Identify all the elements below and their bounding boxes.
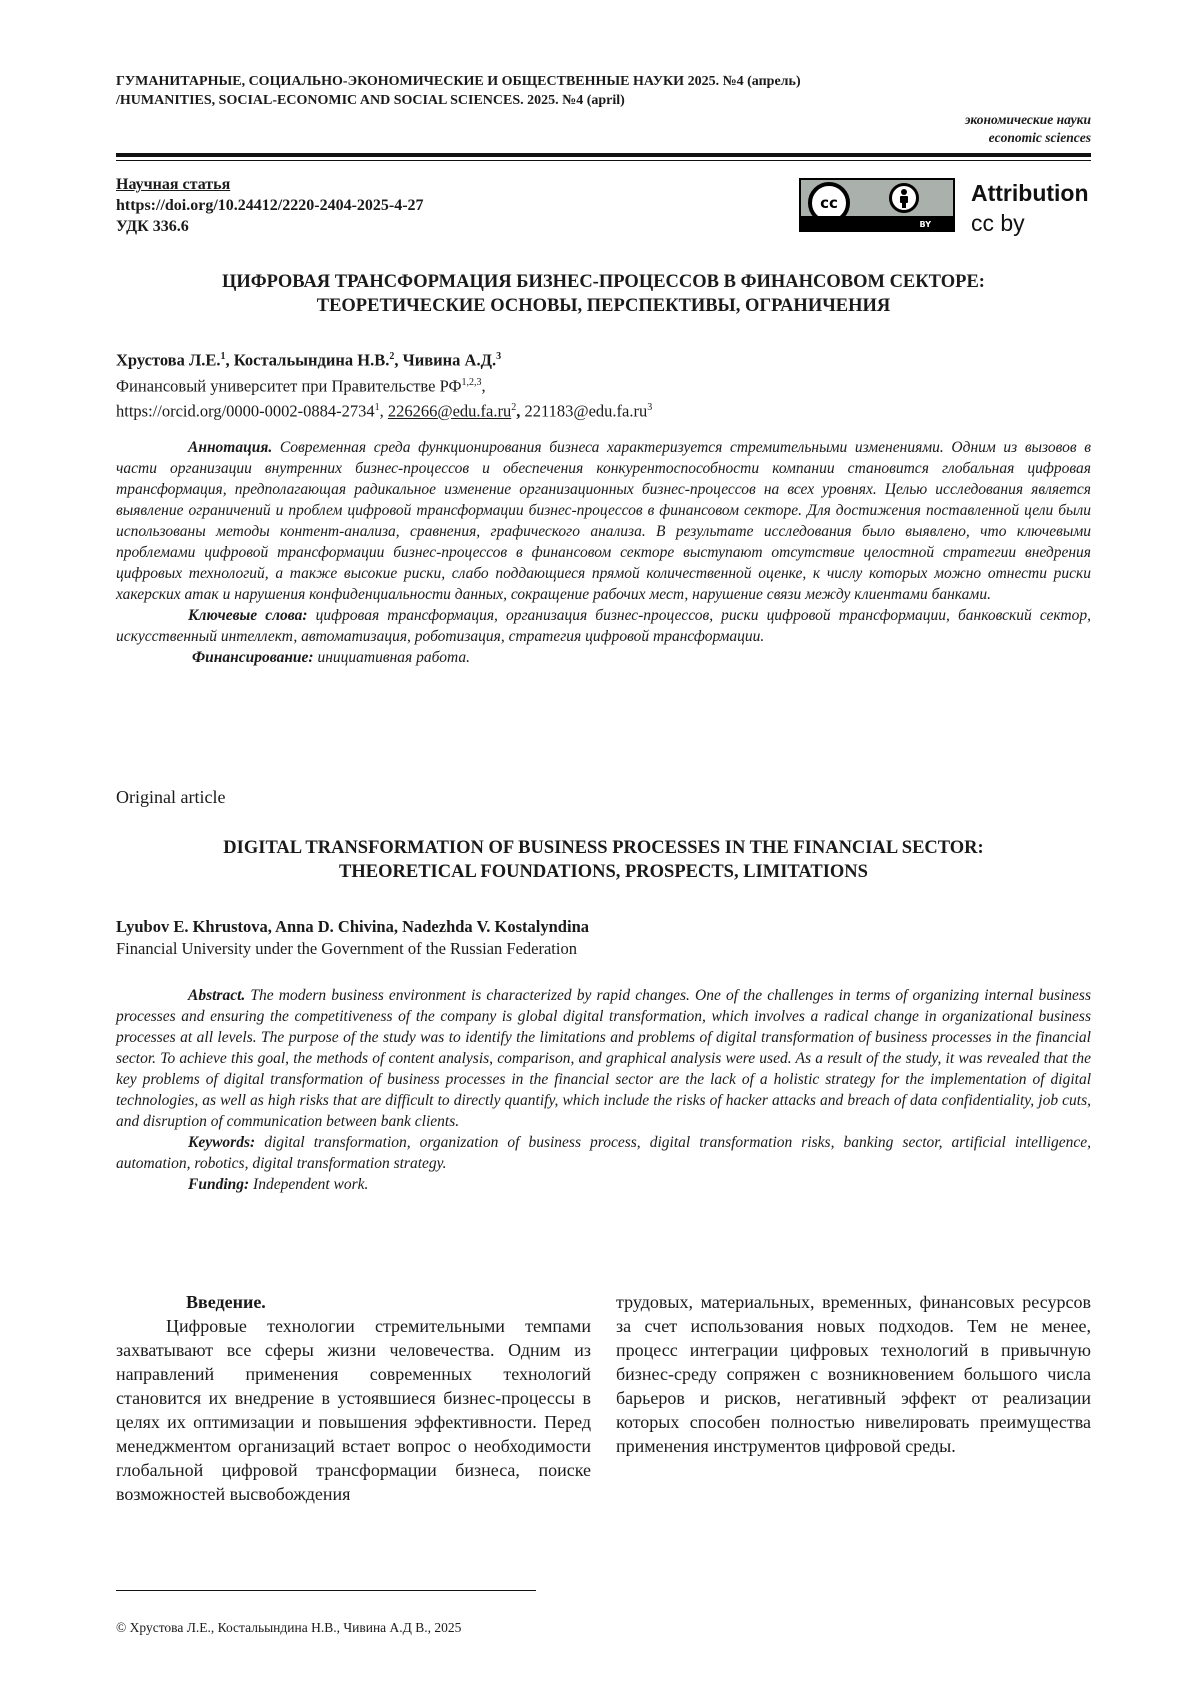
- section-en: economic sciences: [988, 130, 1091, 145]
- body-column-right: [616, 1290, 1091, 1458]
- funding-ru-label: Финансирование:: [192, 649, 314, 666]
- copyright: © Хрустова Л.Е., Костальындина Н.В., Чивина А.Д В., 2025: [116, 1620, 462, 1635]
- keywords-ru: [116, 605, 1091, 647]
- authors-ru-block: [116, 346, 652, 423]
- keywords-en-text: digital transformation, organization of business process, digital transformation risks, banking sector, artificial intelligence, automation, robotics, digital transformation strategy.: [116, 1134, 1091, 1172]
- doi-link[interactable]: https://doi.org/10.24412/2220-2404-2025-4-27: [116, 197, 424, 214]
- title-ru-line1: ЦИФРОВАЯ ТРАНСФОРМАЦИЯ БИЗНЕС-ПРОЦЕССОВ В ФИНАНСОВОМ СЕКТОРЕ:: [222, 272, 985, 292]
- person-icon: [892, 186, 916, 210]
- abstract-en-block: [116, 985, 1091, 1195]
- section-ru: экономические науки: [964, 112, 1091, 127]
- orcid-link[interactable]: https://orcid.org/0000-0002-0884-2734: [116, 401, 375, 421]
- abstract-ru-block: [116, 437, 1091, 668]
- keywords-ru-label: Ключевые слова:: [188, 607, 308, 624]
- affiliation-ru-text: Финансовый университет при Правительстве РФ: [116, 376, 462, 395]
- cc-by-label: cc by: [971, 210, 1025, 236]
- intro-paragraph-right: трудовых, материальных, временных, финансовых ресурсов за счет использования новых подходов. Тем не менее, процесс интеграции цифровых технологий в привычную бизнес-среду сопряжен с возникновением большого числа барьеров и рисков, негативный эффект от реализации которых способен полностью нивелировать преимущества применения инструментов цифровой среды.: [616, 1292, 1091, 1456]
- keywords-en: [116, 1132, 1091, 1174]
- title-en-line2: THEORETICAL FOUNDATIONS, PROSPECTS, LIMITATIONS: [339, 862, 868, 882]
- title-en-line1: DIGITAL TRANSFORMATION OF BUSINESS PROCESSES IN THE FINANCIAL SECTOR:: [223, 838, 984, 858]
- section-tag: [965, 111, 1091, 147]
- email-3-link[interactable]: 221183@edu.fa.ru: [524, 401, 648, 421]
- journal-title-ru: ГУМАНИТАРНЫЕ, СОЦИАЛЬНО-ЭКОНОМИЧЕСКИЕ И ОБЩЕСТВЕННЫЕ НАУКИ 2025. №4 (апрель): [116, 74, 801, 89]
- keywords-en-label: Keywords:: [188, 1134, 256, 1151]
- contacts-ru: https://orcid.org/0000-0002-0884-2734$^1$, $226266@edu.fa.ru^2$, $221183@edu.fa.ru^3$: [116, 401, 653, 421]
- funding-en-label: Funding:: [188, 1176, 250, 1193]
- attribution-label: Attribution: [971, 180, 1089, 206]
- funding-ru: [116, 647, 1091, 668]
- article-type: Научная статья: [116, 176, 231, 193]
- affiliation-en: Financial University under the Government of the Russian Federation: [116, 939, 577, 958]
- abstract-ru: [116, 437, 1091, 605]
- by-label: BY: [919, 220, 931, 229]
- cc-icon: cc: [808, 182, 850, 224]
- funding-en: [116, 1174, 1091, 1195]
- abstract-ru-label: Аннотация.: [188, 439, 273, 456]
- author-1: Хрустова Л.Е.: [116, 350, 221, 370]
- article-meta: [116, 174, 424, 237]
- authors-ru: Хрустова Л.Е.$^1$, Костальындина Н.В.$^2$, Чивина А.Д.$^3$: [116, 350, 502, 370]
- license-text: [971, 178, 1089, 238]
- author-2: Костальындина Н.В.: [233, 350, 390, 370]
- body-column-left: [116, 1290, 591, 1506]
- abstract-en-text: The modern business environment is characterized by rapid changes. One of the challenges in terms of organizing internal business processes and ensuring the competitiveness of the company is global digital transformation, which involves a radical change in organizational business processes at all levels. The purpose of the study was to identify the limitations and problems of digital transformation of business processes in the financial sector. To achieve this goal, the methods of content analysis, comparison, and graphical analysis were used. As a result of the study, it was revealed that the key problems of digital transformation of business processes in the financial sector are the lack of a holistic strategy for the implementation of digital technologies, as well as high risks that are difficult to directly quantify, which include the risks of hacker attacks and breach of data confidentiality, job cuts, and disruption of communication between bank clients.: [116, 987, 1092, 1130]
- header-rule-thin: [116, 160, 1091, 161]
- affiliation-ru: Финансовый университет при Правительстве РФ$^{1,2,3}$,: [116, 376, 486, 395]
- affiliation-sup: 1,2,3: [461, 376, 482, 388]
- article-title-en: [116, 836, 1091, 884]
- funding-ru-text: инициативная работа.: [317, 649, 470, 666]
- journal-header: [116, 72, 801, 110]
- funding-en-text: Independent work.: [253, 1176, 369, 1193]
- license-block[interactable]: [799, 178, 1089, 236]
- article-type-en: Original article: [116, 787, 226, 807]
- udk-code: УДК 336.6: [116, 218, 189, 235]
- header-rule-thick: [116, 153, 1091, 157]
- email-2-link[interactable]: 226266@edu.fa.ru: [387, 401, 512, 421]
- keywords-ru-text: цифровая трансформация, организация бизнес-процессов, риски цифровой трансформации, банковский сектор, искусственный интеллект, автоматизация, роботизация, стратегия цифровой трансформации.: [116, 607, 1091, 645]
- intro-heading: Введение.: [186, 1292, 266, 1312]
- footnote-rule: [116, 1590, 536, 1591]
- attribution-person-icon: [889, 183, 919, 213]
- cc-by-badge: [799, 178, 955, 232]
- journal-title-en: /HUMANITIES, SOCIAL-ECONOMIC AND SOCIAL SCIENCES. 2025. №4 (april): [116, 93, 625, 108]
- authors-en: Lyubov E. Khrustova, Anna D. Chivina, Nadezhda V. Kostalyndina: [116, 917, 589, 936]
- authors-en-block: [116, 916, 589, 960]
- article-title-ru: [116, 270, 1091, 318]
- author-3: Чивина А.Д.: [402, 350, 497, 370]
- abstract-ru-text: Современная среда функционирования бизнеса характеризуется стремительными изменениями. Одним из вызовов в части организации внутренних бизнес-процессов и обеспечения конкурентоспособности компании становится глобальная цифровая трансформация, предполагающая радикальное изменение организационных бизнес-процессов на всех уровнях. Целью исследования является выявление ограничений и проблем цифровой трансформации бизнес-процессов в финансовом секторе. Для достижения поставленной цели были использованы методы контент-анализа, сравнения, графического анализа. В результате исследования было выявлено, что ключевыми проблемами цифровой трансформации бизнес-процессов в финансовом секторе выступают отсутствие целостной стратегии внедрения цифровых технологий, а также высокие риски, слабо поддающиеся прямой количественной оценке, к числу которых можно отнести риски хакерских атак и нарушения конфиденциальности данных, сокращение рабочих мест, нарушение связи между клиентами банками.: [116, 439, 1091, 603]
- title-ru-line2: ТЕОРЕТИЧЕСКИЕ ОСНОВЫ, ПЕРСПЕКТИВЫ, ОГРАНИЧЕНИЯ: [316, 296, 891, 316]
- abstract-en: [116, 985, 1091, 1132]
- intro-paragraph-left: Цифровые технологии стремительными темпами захватывают все сферы жизни человечества. Одним из направлений применения современных технологий становится их внедрение в устоявшиеся бизнес-процессы в целях их оптимизации и повышения эффективности. Перед менеджментом организаций встает вопрос о необходимости глобальной цифровой трансформации бизнеса, поиске возможностей высвобождения: [116, 1316, 591, 1504]
- abstract-en-label: Abstract.: [188, 987, 246, 1004]
